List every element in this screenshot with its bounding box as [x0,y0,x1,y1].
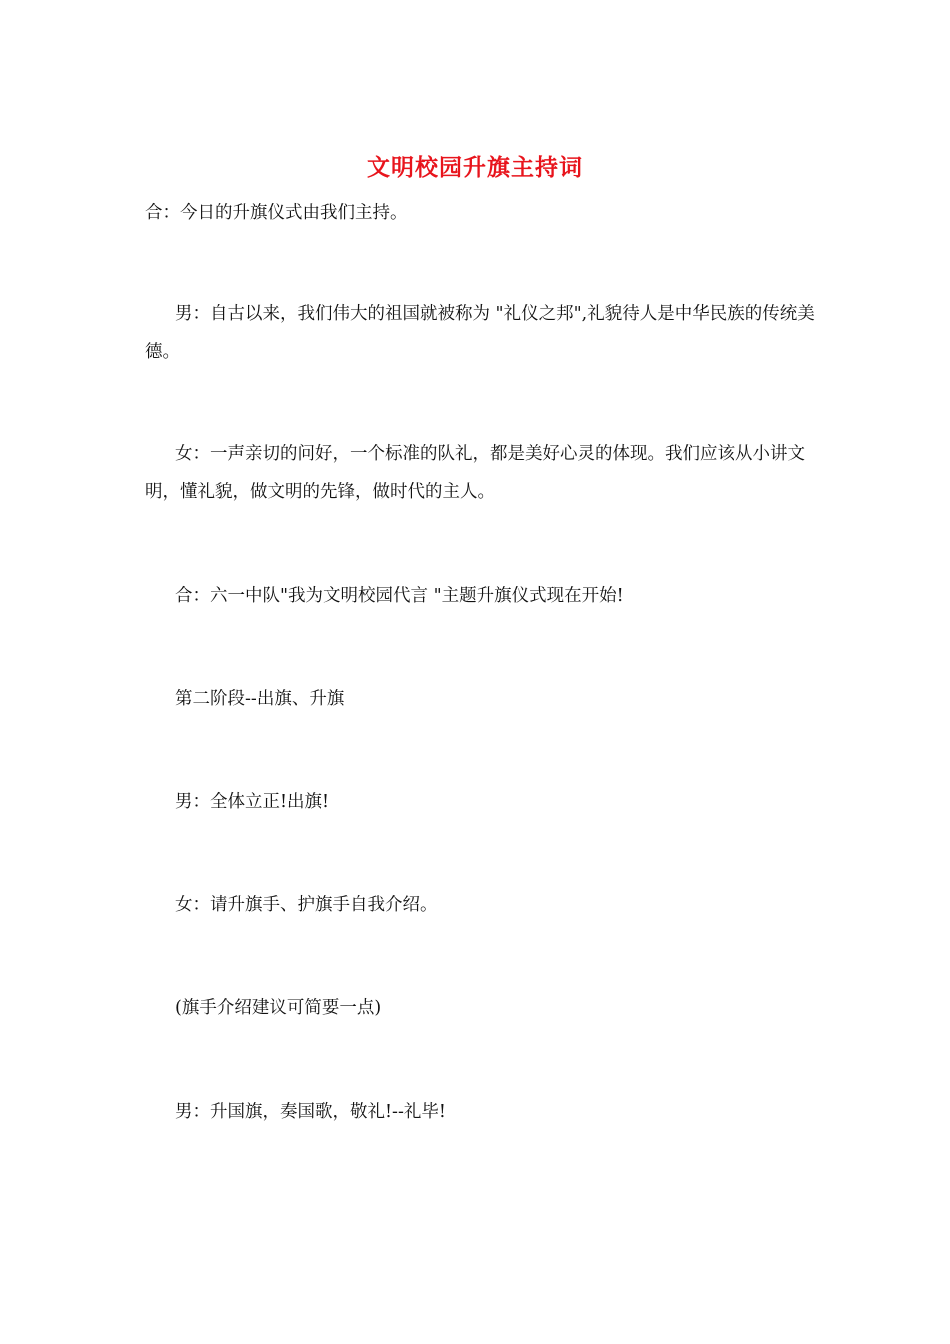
paragraph-note: (旗手介绍建议可简要一点) [175,998,382,1018]
paragraph-opening: 合：今日的升旗仪式由我们主持。 [145,203,408,223]
section-heading-stage-two: 第二阶段--出旗、升旗 [175,689,345,709]
paragraph-flag-out: 男：全体立正!出旗! [175,792,330,812]
paragraph-raise-flag: 男：升国旗，奏国歌，敬礼!--礼毕! [175,1102,446,1122]
paragraph-female-intro: 女：一声亲切的问好，一个标准的队礼，都是美好心灵的体现。我们应该从小讲文明，懂礼貌，做文明的先锋，做时代的主人。 [145,444,805,502]
document-title: 文明校园升旗主持词 [367,154,583,181]
paragraph-ceremony-start: 合：六一中队"我为文明校园代言 "主题升旗仪式现在开始! [175,586,624,606]
paragraph-flag-bearers-intro: 女：请升旗手、护旗手自我介绍。 [175,895,438,915]
paragraph-male-intro: 男：自古以来，我们伟大的祖国就被称为 "礼仪之邦",礼貌待人是中华民族的传统美德。 [145,304,815,362]
